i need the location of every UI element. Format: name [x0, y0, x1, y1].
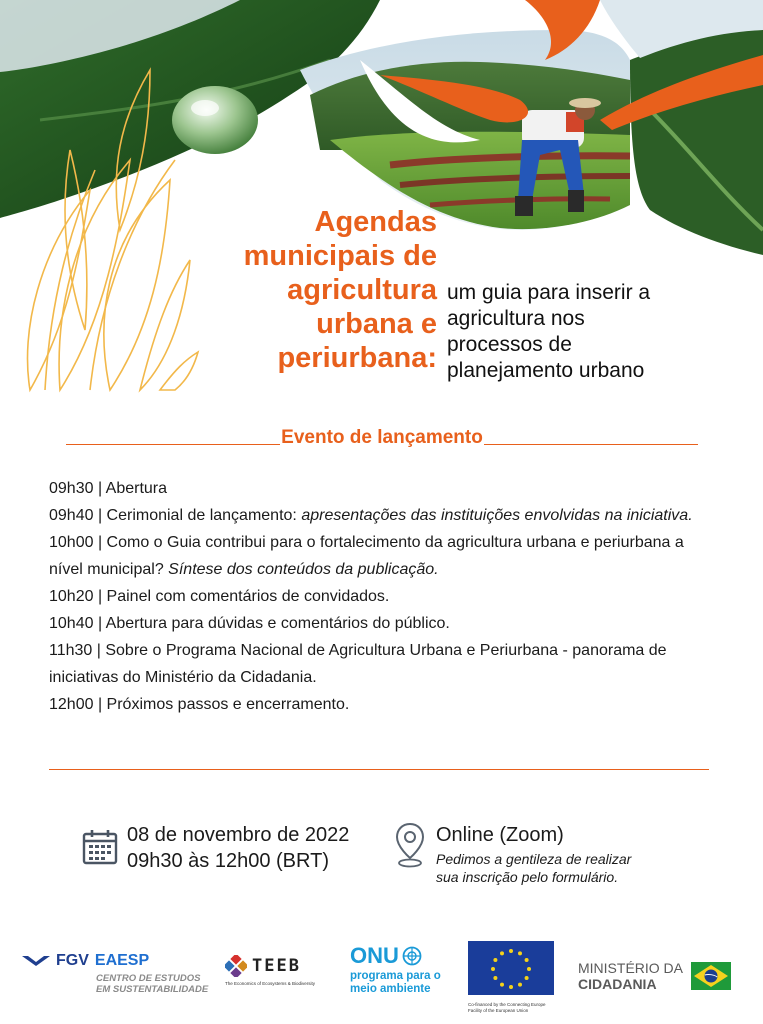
event-date: 08 de novembro de 2022 — [127, 824, 350, 846]
location-pin-icon — [395, 822, 425, 873]
main-title — [205, 205, 437, 375]
title-line: municipais de — [243, 240, 437, 272]
agenda-item-text: 09h40 | Cerimonial de lançamento: — [49, 507, 302, 524]
heading-rule-right — [484, 444, 698, 445]
brazil-flag-icon — [691, 962, 731, 990]
agenda-item-text: 10h20 | Painel com comentários de convidados. — [49, 588, 390, 605]
agenda-item-text: 12h00 | Próximos passos e encerramento. — [49, 696, 350, 713]
event-time: 09h30 às 12h00 (BRT) — [127, 850, 329, 872]
agenda-item — [49, 583, 709, 610]
agenda-item — [49, 502, 709, 529]
onu-wordmark: ONU — [350, 943, 399, 968]
subtitle-line: processos de — [447, 333, 572, 356]
location-block — [436, 822, 736, 886]
un-emblem-icon — [402, 946, 422, 966]
eaesp-label: EAESP — [94, 952, 150, 969]
subtitle — [447, 280, 747, 384]
registration-note — [436, 850, 736, 886]
onu-sub-line: meio ambiente — [350, 983, 431, 995]
subtitle-line: agricultura nos — [447, 307, 585, 330]
subtitle-line: um guia para inserir a — [447, 281, 651, 304]
agenda-item-italic: Síntese dos conteúdos da publicação. — [168, 561, 439, 578]
event-heading-label: Evento de lançamento — [281, 427, 483, 448]
fgv-label: FGV — [56, 952, 89, 969]
cidadania-line: CIDADANIA — [578, 976, 657, 992]
fgv-sub-line: CENTRO DE ESTUDOS — [96, 973, 201, 984]
unep-logo — [350, 943, 445, 996]
fgv-arrow-icon — [22, 954, 50, 968]
fgv-sub-line: EM SUSTENTABILIDADE — [96, 984, 209, 995]
event-location: Online (Zoom) — [436, 824, 564, 846]
subtitle-line: planejamento urbano — [447, 359, 645, 382]
ministerio-cidadania-logo — [578, 960, 758, 992]
section-divider — [49, 769, 709, 770]
onu-sub-line: programa para o — [350, 970, 441, 982]
event-heading — [66, 427, 698, 449]
teeb-logo — [225, 955, 325, 986]
heading-rule-left — [66, 444, 280, 445]
title-line: Agendas — [314, 206, 437, 238]
agenda-item — [49, 529, 709, 583]
title-line: urbana e — [316, 308, 437, 340]
fgv-eaesp-logo — [22, 952, 212, 995]
teeb-wordmark: TEEB — [252, 956, 301, 976]
partner-logos — [0, 935, 763, 1015]
date-block — [127, 822, 349, 874]
eu-flag-icon — [468, 941, 554, 995]
agenda-list — [49, 475, 709, 718]
agenda-item-text: 09h30 | Abertura — [49, 480, 168, 497]
agenda-item-italic: apresentações das instituições envolvidas na iniciativa. — [301, 507, 693, 524]
teeb-diamond-icon — [225, 955, 247, 977]
agenda-item — [49, 637, 709, 691]
agenda-item — [49, 475, 709, 502]
agenda-item — [49, 610, 709, 637]
water-drop — [172, 86, 258, 154]
teeb-tagline: The Economics of Ecosystems & Biodiversity — [225, 981, 316, 986]
registration-note-line: Pedimos a gentileza de realizar — [436, 851, 632, 867]
calendar-icon — [82, 829, 118, 870]
title-line: agricultura — [287, 274, 437, 306]
eu-flag-logo — [468, 941, 556, 1013]
ministerio-line: MINISTÉRIO DA — [578, 960, 684, 976]
eu-caption-line: Co-financed by the Connecting Europe — [468, 1002, 546, 1007]
agenda-item — [49, 691, 709, 718]
eu-caption-line: Facility of the European Union — [468, 1007, 529, 1013]
agenda-item-text: 10h00 | Como o Guia contribui para o fortalecimento da agricultura urbana e periurbana a nível municipal? — [49, 534, 684, 578]
registration-note-line: sua inscrição pelo formulário. — [436, 869, 619, 885]
agenda-item-text: 10h40 | Abertura para dúvidas e comentários do público. — [49, 615, 450, 632]
agenda-item-text: 11h30 | Sobre o Programa Nacional de Agricultura Urbana e Periurbana - panorama de iniciativas do Ministério da Cidadania. — [49, 642, 667, 686]
title-line: periurbana: — [277, 342, 437, 374]
